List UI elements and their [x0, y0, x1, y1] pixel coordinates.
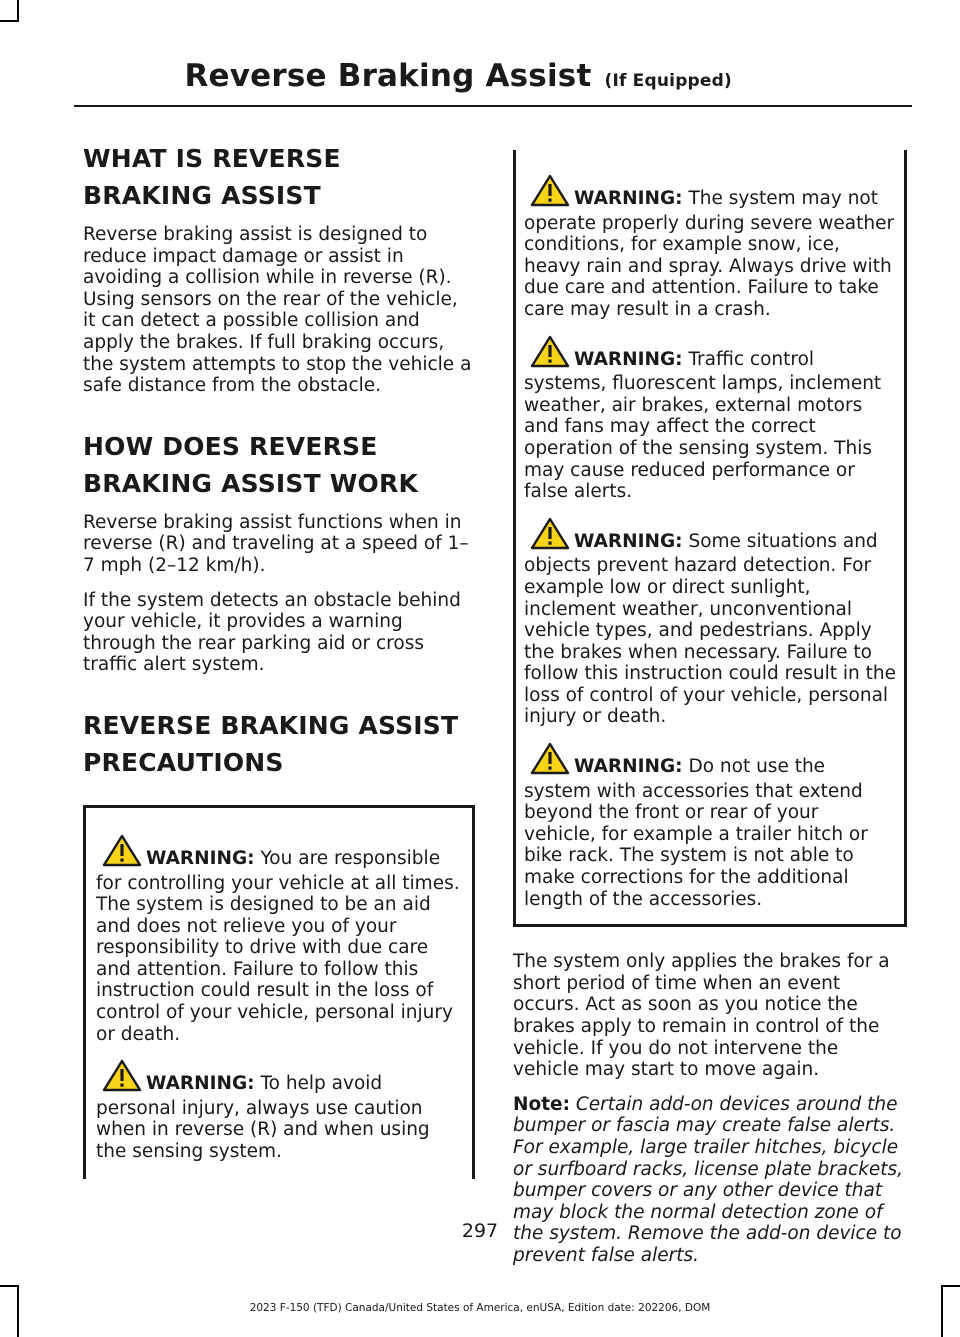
warning-label: WARNING: — [146, 847, 255, 869]
warning-triangle-icon — [102, 1059, 142, 1098]
paragraph-how-it-works-detection: If the system detects an obstacle behind your vehicle, it provides a warning through the rear parking aid or cross traffic alert system. — [83, 589, 461, 676]
note-text: Certain add-on devices around the bumper or fascia may create false alerts. For example, large trailer hitches, bicycle or surfboard racks, license plate brackets, bumper covers or any other device that may block the normal detection zone of the system. Remove the add-on device to prevent false alerts. — [513, 1093, 904, 1266]
crop-mark-bottom-right-h — [941, 1285, 960, 1287]
paragraph-brake-duration: The system only applies the brakes for a short period of time when an event occurs. Act as soon as you notice the brakes apply to remain in control of the vehicle. If you do not intervene the vehicle may start to move again. — [513, 951, 890, 1081]
right-column — [513, 150, 907, 1280]
footer-edition-info: 2023 F-150 (TFD) Canada/United States of America, enUSA, Edition date: 202206, DOM — [249, 1302, 711, 1314]
section-heading-what-is: WHAT IS REVERSE BRAKING ASSIST — [83, 144, 341, 210]
warning-item — [524, 174, 896, 321]
warning-triangle-icon — [530, 335, 570, 374]
warning-text: You are responsible for controlling your vehicle at all times. The system is designed to be an aid and does not relieve you of your responsibility to drive with due care and attention. Failure to follow this instruction could result in the loss of control of your vehicle, personal injury or death. — [96, 847, 460, 1045]
warning-box-right — [513, 150, 907, 927]
warning-item — [524, 517, 896, 728]
warning-label: WARNING: — [146, 1073, 255, 1095]
warning-box-left — [83, 805, 475, 1179]
warning-text: Do not use the system with accessories that extend beyond the front or rear of your vehicle, for example a trailer hitch or bike rack. The system is not able to make corrections for the additional length of the accessories. — [524, 756, 868, 910]
warning-label: WARNING: — [574, 756, 683, 778]
warning-triangle-icon — [530, 174, 570, 213]
crop-mark-top-left-v — [17, 0, 19, 22]
warning-label: WARNING: — [574, 530, 683, 552]
warning-text: Some situations and objects prevent hazard detection. For example low or direct sunlight, inclement weather, unconventional vehicle types, and pedestrians. Apply the brakes when necessary. Failure to follow this instruction could result in the loss of control of your vehicle, personal injury or death. — [524, 530, 896, 728]
warning-item — [524, 335, 896, 503]
paragraph-what-is: Reverse braking assist is designed to reduce impact damage or assist in avoiding a collision while in reverse (R). Using sensors on the rear of the vehicle, it can detect a possible collision and apply the brakes. If full braking occurs, the system attempts to stop the vehicle a safe distance from the obstacle. — [83, 224, 472, 397]
warning-triangle-icon — [102, 834, 142, 873]
warning-item — [96, 834, 464, 1045]
warning-text: The system may not operate properly during severe weather conditions, for example snow, ice, heavy rain and spray. Always drive with due care and attention. Failure to take care may result in a crash. — [524, 188, 895, 320]
warning-label: WARNING: — [574, 348, 683, 370]
left-column — [83, 140, 475, 1179]
warning-item — [524, 742, 896, 910]
crop-mark-top-left-h — [0, 20, 19, 22]
warning-text: Traffic control systems, fluorescent lamps, inclement weather, air brakes, external motors and fans may affect the correct operation of the sensing system. This may cause reduced performance or false alerts. — [524, 348, 882, 503]
page-title — [184, 58, 732, 94]
warning-triangle-icon — [530, 742, 570, 781]
paragraph-how-it-works-speed: Reverse braking assist functions when in reverse (R) and traveling at a speed of 1–7 mph (2–12 km/h). — [83, 511, 469, 576]
warning-label: WARNING: — [574, 188, 683, 209]
section-heading-how-it-works: HOW DOES REVERSE BRAKING ASSIST WORK — [83, 431, 419, 498]
page-number: 297 — [461, 1220, 499, 1242]
warning-triangle-icon — [530, 517, 570, 556]
section-heading-precautions: REVERSE BRAKING ASSIST PRECAUTIONS — [83, 710, 459, 777]
warning-item — [96, 1059, 464, 1162]
header-rule — [74, 105, 912, 107]
crop-mark-bottom-left-h — [0, 1285, 19, 1287]
page-title-suffix: (If Equipped) — [604, 71, 732, 91]
warning-text: To help avoid personal injury, always use caution when in reverse (R) and when using the sensing system. — [96, 1073, 430, 1163]
page-title-main: Reverse Braking Assist — [184, 58, 592, 94]
note-label: Note: — [513, 1093, 570, 1115]
